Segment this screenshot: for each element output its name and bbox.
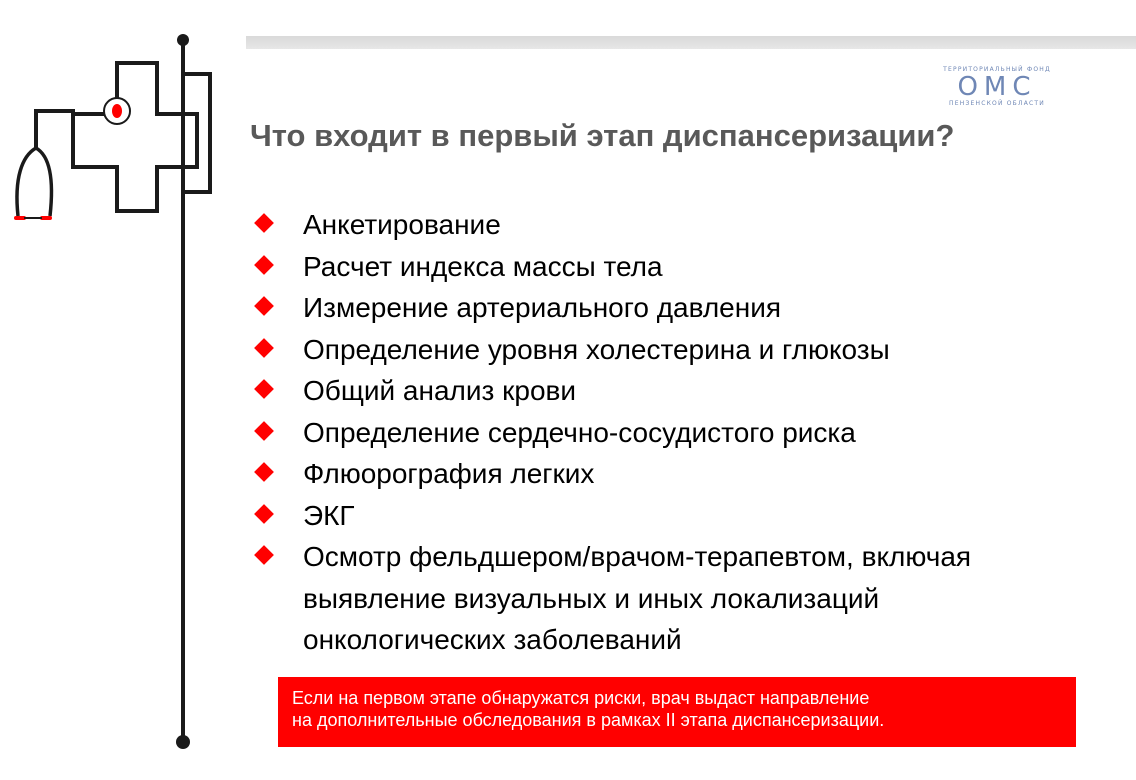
diamond-bullet-icon bbox=[254, 462, 274, 482]
list-item bbox=[255, 329, 971, 371]
diamond-bullet-icon bbox=[254, 255, 274, 275]
diamond-bullet-icon bbox=[254, 379, 274, 399]
diamond-bullet-icon bbox=[254, 504, 274, 524]
diamond-bullet-icon bbox=[254, 296, 274, 316]
notice-line-1: Если на первом этапе обнаружатся риски, врач выдаст направление bbox=[292, 688, 870, 708]
list-item bbox=[255, 495, 971, 537]
list-item bbox=[255, 204, 971, 246]
top-header-bar bbox=[246, 36, 1136, 49]
second-stage-notice bbox=[278, 677, 1076, 747]
diamond-bullet-icon bbox=[254, 421, 274, 441]
diamond-bullet-icon bbox=[254, 338, 274, 358]
list-item bbox=[255, 412, 971, 454]
stage-items-list bbox=[255, 204, 971, 661]
logo-main-text: ОМС bbox=[957, 72, 1037, 102]
list-item bbox=[255, 453, 971, 495]
diamond-bullet-icon bbox=[254, 545, 274, 565]
list-item-text: Анкетирование bbox=[303, 209, 501, 240]
list-item-text: Флюорография легких bbox=[303, 458, 595, 489]
list-item bbox=[255, 370, 971, 412]
list-item-text: Измерение артериального давления bbox=[303, 292, 782, 323]
logo-bottom-text: ПЕНЗЕНСКОЙ ОБЛАСТИ bbox=[949, 100, 1045, 107]
list-item-text: Осмотр фельдшером/врачом-терапевтом, включая выявление визуальных и иных локализаций онкологических заболеваний bbox=[303, 541, 972, 655]
notice-line-2: на дополнительные обследования в рамках II этапа диспансеризации. bbox=[292, 710, 885, 730]
list-item bbox=[255, 536, 971, 661]
list-item-text: Расчет индекса массы тела bbox=[303, 250, 663, 282]
oms-logo bbox=[932, 66, 1062, 112]
diamond-bullet-icon bbox=[254, 213, 274, 233]
slide-title: Что входит в первый этап диспансеризации? bbox=[250, 118, 955, 153]
list-item-text: ЭКГ bbox=[303, 499, 355, 531]
logo-top-text: ТЕРРИТОРИАЛЬНЫЙ ФОНД bbox=[943, 66, 1051, 73]
list-item bbox=[255, 246, 971, 288]
list-item-text: Определение сердечно-сосудистого риска bbox=[303, 416, 856, 448]
medical-cross-stethoscope-icon bbox=[0, 0, 240, 780]
list-item-text: Общий анализ крови bbox=[303, 375, 577, 406]
list-item bbox=[255, 287, 971, 329]
list-item-text: Определение уровня холестерина и глюкозы bbox=[303, 333, 890, 365]
